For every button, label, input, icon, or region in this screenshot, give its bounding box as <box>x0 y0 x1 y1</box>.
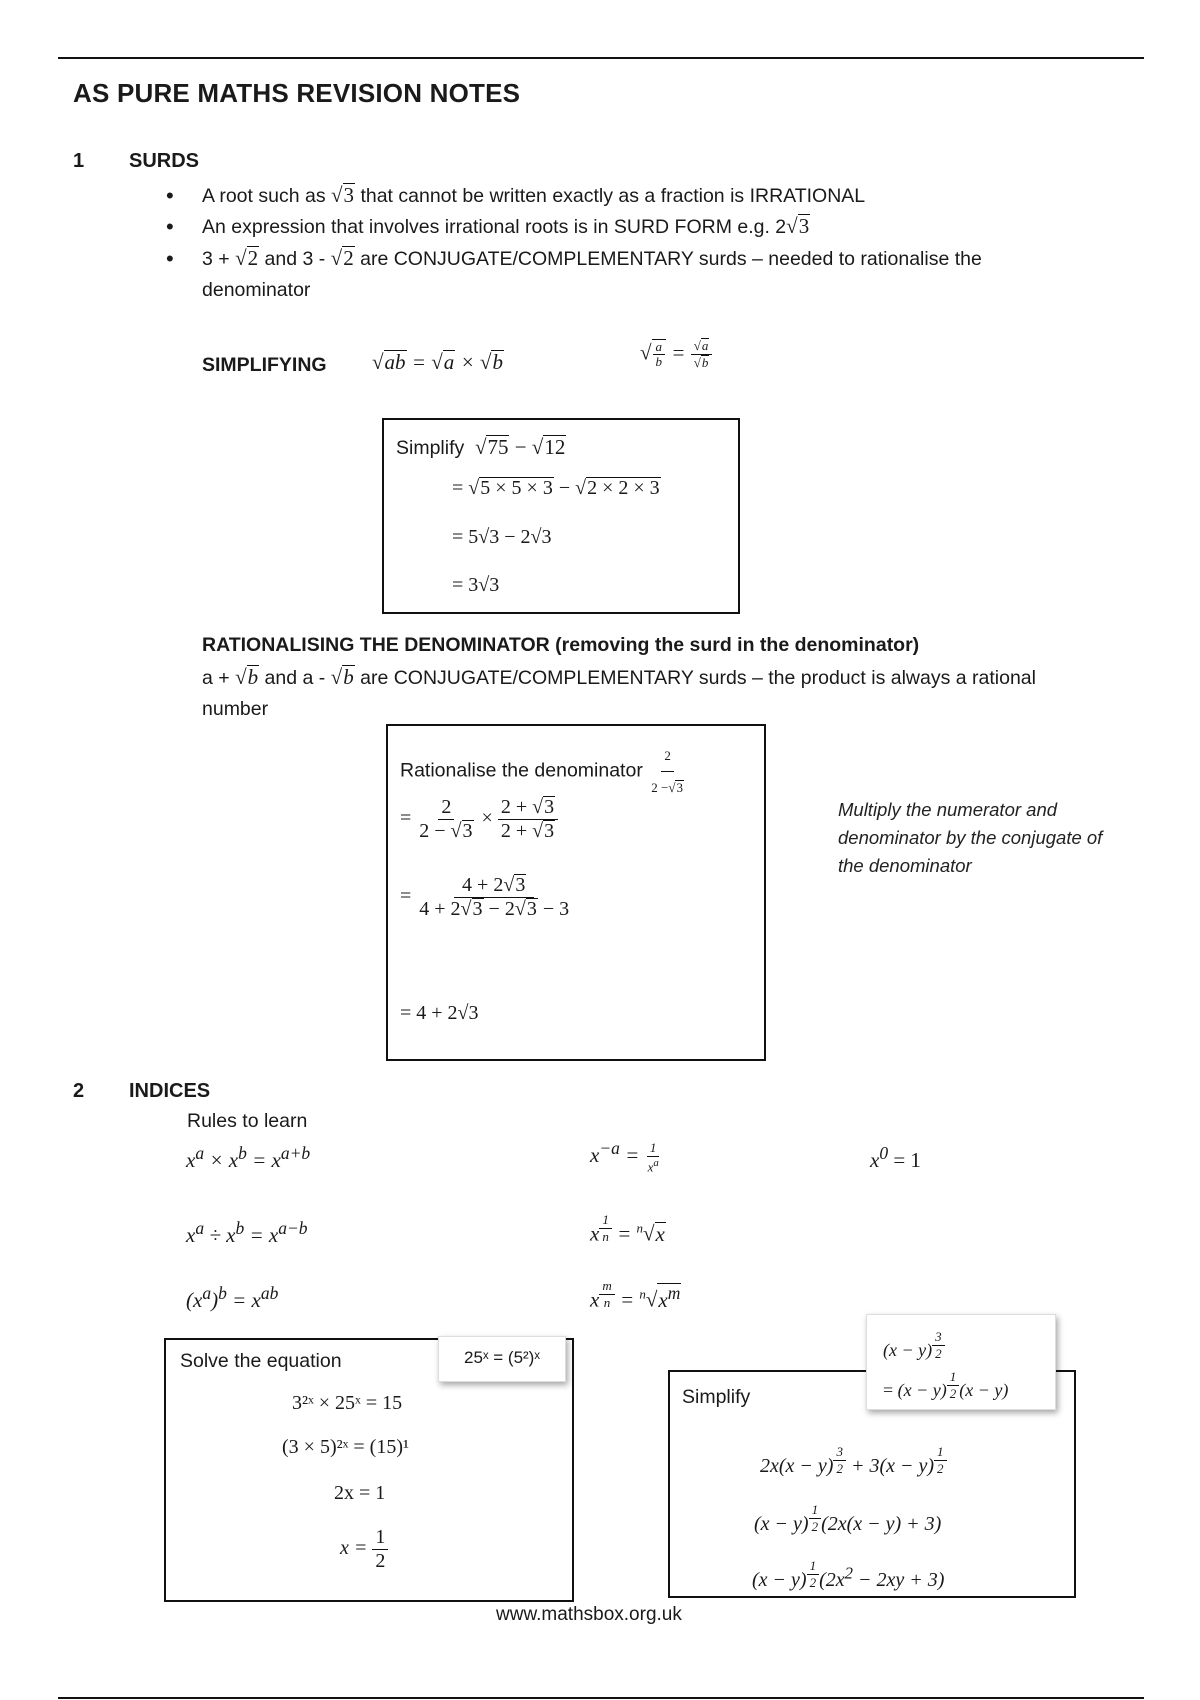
simplify-hint-callout <box>866 1314 1056 1410</box>
hint-line-1: (x − y) $^{\frac{3}{2}}$ <box>883 1329 945 1362</box>
page-title: AS PURE MATHS REVISION NOTES <box>73 78 521 108</box>
rationalise-example-box <box>386 724 766 1061</box>
simplify-step-2: = 5√3 − 2√3 <box>452 526 552 548</box>
rule-power: $(x^a)^b = x^{ab}$ <box>186 1283 279 1312</box>
simplify-indices-step-1: 2x(x − y) $^{\frac{3}{2}}$ + 3(x − y) $^{\frac{1}{2}}$ <box>760 1444 947 1478</box>
solve-hint-callout: 25ˣ = (5²)ˣ <box>438 1336 566 1382</box>
section-2-heading: INDICES <box>129 1080 211 1102</box>
simplifying-rule-quotient: √ $\frac{a}{b}$ = $\frac{√a}{√b}$ <box>640 338 712 371</box>
simplify-indices-step-3: (x − y) $^{\frac{1}{2}}$ $(2x^2 - 2xy + 3)$ <box>752 1558 945 1591</box>
section-1-number: 1 <box>73 150 85 172</box>
bottom-rule <box>58 1697 1144 1699</box>
conjugate-note: Multiply the numerator and denominator by the conjugate of the denominator <box>838 799 1103 876</box>
solve-step-3: 2x = 1 <box>334 1482 386 1504</box>
simplify-example-box <box>382 418 740 614</box>
rule-negative: $x^{-a}$ = $\frac{1}{x^a}$ <box>590 1138 659 1174</box>
rationalise-step-1: = $\frac{2}{2 - √3}$ × $\frac{2 + √3}{2 + √3}$ <box>400 796 558 843</box>
bullet-surd-form: • An expression that involves irrational roots is in SURD FORM e.g. 2√3 <box>202 211 1102 243</box>
rule-divide: $x^a \div x^b = x^{a-b}$ <box>186 1218 308 1247</box>
solve-equation-label: Solve the equation <box>180 1350 342 1372</box>
rule-multiply: $x^a \times x^b = x^{a+b}$ <box>186 1143 311 1172</box>
simplify-step-1: = √5 × 5 × 3 − √2 × 2 × 3 <box>452 477 660 499</box>
rule-root: x $^{\frac{1}{n}}$ = $^n$√x <box>590 1212 665 1246</box>
solve-step-2: (3 × 5)²ˣ = (15)¹ <box>282 1436 409 1458</box>
rule-fractional: x $^{\frac{m}{n}}$ = $^n√x^m$ <box>590 1278 681 1312</box>
footer-url[interactable]: www.mathsbox.org.uk <box>496 1604 682 1625</box>
bullet-conjugate: • 3 + √2 and 3 - √2 are CONJUGATE/COMPLEMENTARY surds – needed to rationalise the denominator <box>202 243 1082 306</box>
simplify-step-3: = 3√3 <box>452 574 500 596</box>
rationalise-result: = 4 + 2√3 <box>400 1002 479 1024</box>
rationalise-example-label: Rationalise the denominator $\frac{2}{2 -√3}$ <box>400 740 687 803</box>
bullet-irrational: • A root such as √3 that cannot be written exactly as a fraction is IRRATIONAL <box>202 180 1102 212</box>
rationalise-step-2: = $\frac{4 + 2√3}{4 + 2√3 - 2√3 - 3}$ <box>400 874 570 920</box>
rules-label: Rules to learn <box>187 1110 308 1132</box>
rationalising-text: a + √b and a - √b are CONJUGATE/COMPLEMENTARY surds – the product is always a rational number <box>202 665 1036 720</box>
rationalising-heading: RATIONALISING THE DENOMINATOR (removing the surd in the denominator) <box>202 634 920 656</box>
section-2-number: 2 <box>73 1080 85 1102</box>
simplifying-rule-product: √ab = √a × √b <box>372 350 503 374</box>
hint-line-2: = (x − y) $^{\frac{1}{2}}$ (x − y) <box>883 1369 1009 1401</box>
simplify-indices-step-2: (x − y) $^{\frac{1}{2}}$ (2x(x − y) + 3) <box>754 1502 942 1535</box>
rule-zero: $x^0 = 1$ <box>870 1143 921 1172</box>
simplifying-label: SIMPLIFYING <box>202 354 327 376</box>
top-rule <box>58 57 1144 59</box>
solve-result: x = $\frac{1}{2}$ <box>340 1526 388 1573</box>
simplify-example-label: Simplify √75 − √12 <box>396 435 566 459</box>
solve-step-1: 3²ˣ × 25ˣ = 15 <box>292 1392 403 1414</box>
simplify-indices-label: Simplify <box>682 1386 751 1408</box>
section-1-heading: SURDS <box>129 150 200 172</box>
